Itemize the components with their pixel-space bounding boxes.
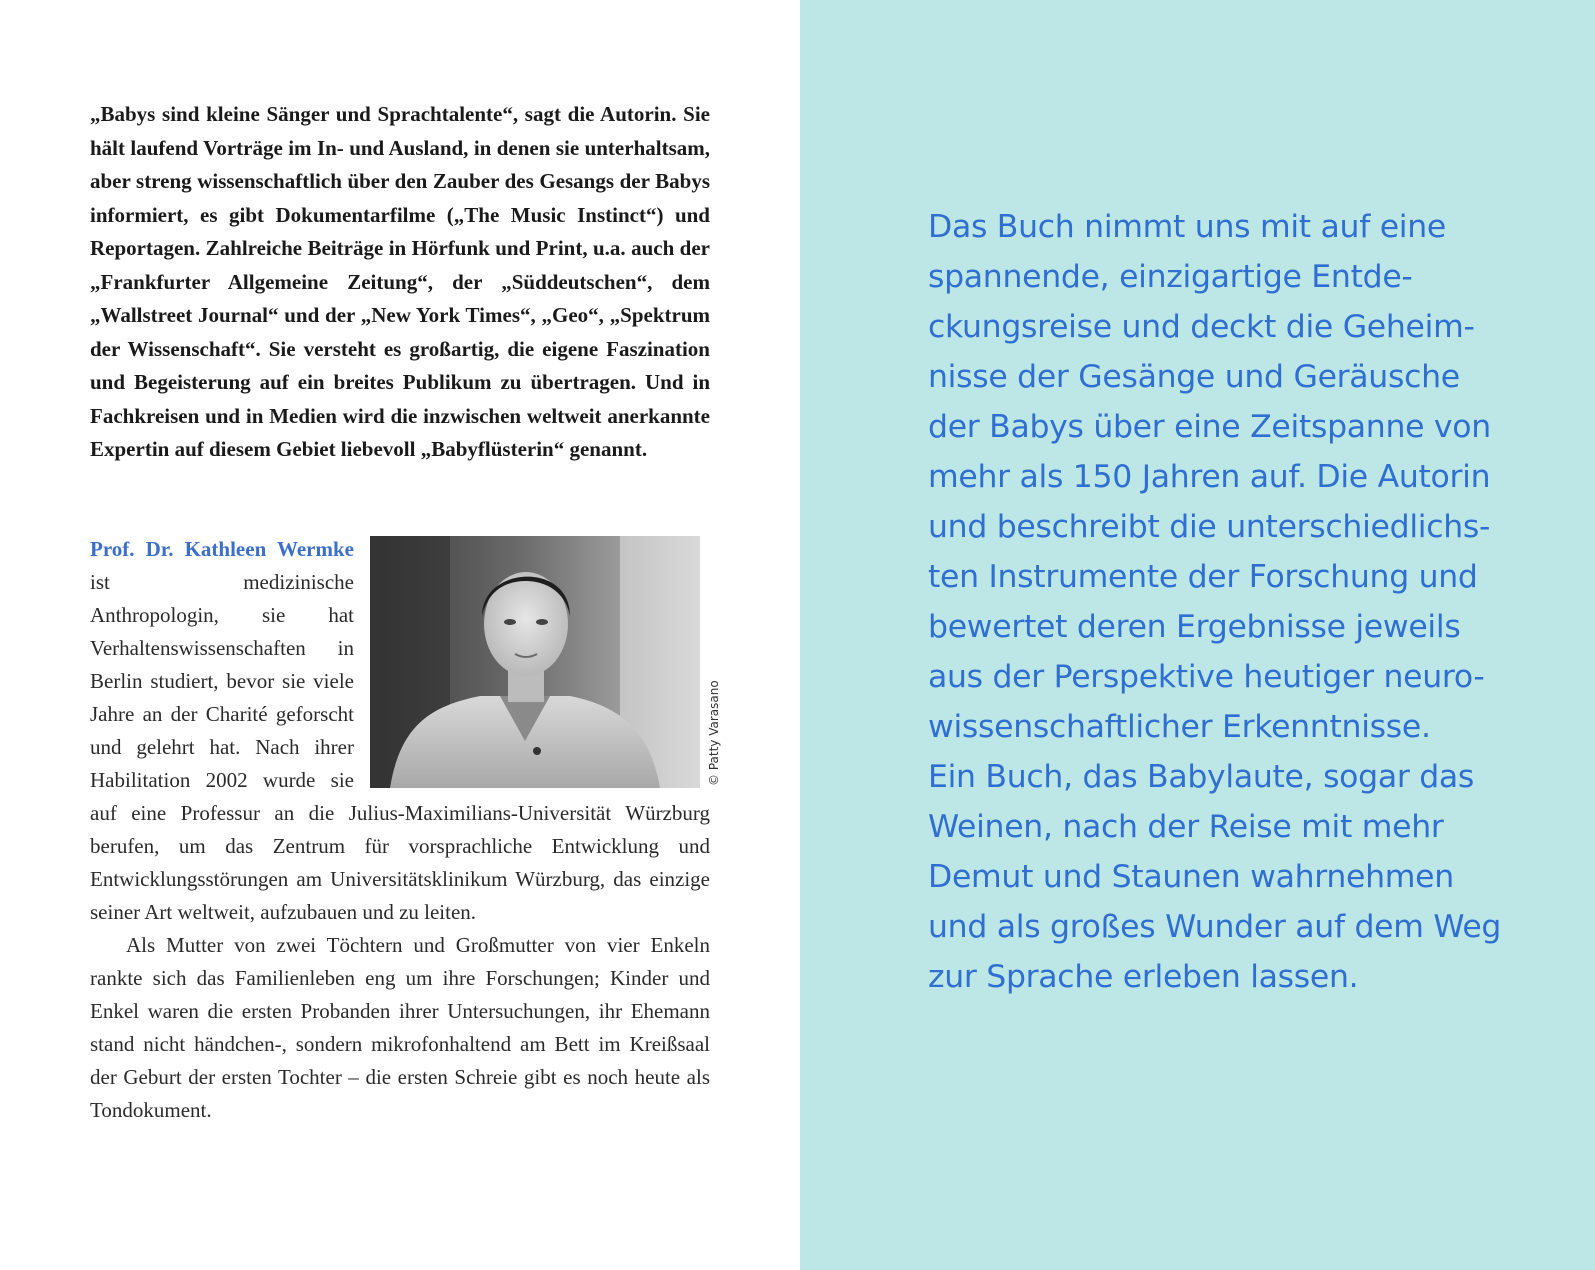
blurb-line: Weinen, nach der Reise mit mehr [928, 809, 1444, 845]
intro-paragraph: „Babys sind kleine Sänger und Sprachtalente“, sagt die Autorin. Sie hält laufend Vorträge im In- und Ausland, in denen sie unterhaltsam, aber streng wissenschaftlich über den Zauber des Gesangs der Babys informiert, es gibt Dokumentarfilme („The Music Instinct“) und Reportagen. Zahlreiche Beiträge in Hörfunk und Print, u.a. auch der „Frankfurter Allgemeine Zeitung“, der „Süddeutschen“, dem „Wallstreet Journal“ und der „New York Times“, „Geo“, „Spektrum der Wissenschaft“. Sie versteht es großartig, die eigene Faszination und Begeisterung auf ein breites Publikum zu übertragen. Und in Fachkreisen und in Medien wird die inzwischen weltweit anerkannte Expertin auf diesem Gebiet liebevoll „Babyflüsterin“ genannt. [90, 102, 710, 461]
blurb-line: Das Buch nimmt uns mit auf eine [928, 209, 1447, 245]
author-photo-block [370, 536, 721, 788]
blurb-line: mehr als 150 Jahren auf. Die Autorin [928, 459, 1491, 495]
blurb-line: nisse der Gesänge und Geräusche [928, 359, 1460, 395]
author-photo [370, 536, 700, 788]
blurb-line: bewertet deren Ergebnisse jeweils [928, 609, 1461, 645]
blurb-line: und als großes Wunder auf dem Weg [928, 909, 1502, 945]
blurb-line: Ein Buch, das Babylaute, sogar das [928, 759, 1475, 795]
blurb-line: der Babys über eine Zeitspanne von [928, 409, 1491, 445]
blurb-line: ckungsreise und deckt die Geheim- [928, 309, 1475, 345]
bio-paragraph-2: Als Mutter von zwei Töchtern und Großmutter von vier Enkeln rankte sich das Familienleben eng um ihre Forschungen; Kinder und Enkel waren die ersten Probanden ihrer Untersuchungen, ihr Ehemann stand nicht händchen-, sondern mikrofonhaltend am Bett im Kreißsaal der Geburt der ersten Tochter – die ersten Schreie gibt es noch heute als Tondokument. [90, 933, 710, 1122]
right-page [800, 0, 1595, 1270]
blurb-line: spannende, einzigartige Entde- [928, 259, 1413, 295]
blurb-line: und beschreibt die unterschiedlichs- [928, 509, 1491, 545]
blurb-line: aus der Perspektive heutiger neuro- [928, 659, 1485, 695]
author-bio [90, 533, 721, 1127]
blurb-line: zur Sprache erleben lassen. [928, 959, 1359, 995]
blurb-line: Demut und Staunen wahrnehmen [928, 859, 1454, 895]
author-name: Prof. Dr. Kathleen Wermke [90, 537, 354, 561]
blurb-line: wissenschaftlicher Erkenntnisse. [928, 709, 1431, 745]
blurb-line: ten Instrumente der Forschung und [928, 559, 1478, 595]
book-blurb [928, 202, 1508, 1002]
bio-paragraph-1: ist medizinische Anthropologin, sie hat Verhaltenswissenschaften in Berlin studiert, bevor sie viele Jahre an der Charité geforscht und gelehrt hat. Nach ihrer Habilitation 2002 wurde sie auf eine Professur an die Julius-Maximilians-Universität Würzburg berufen, um das Zentrum für vorsprachliche Entwicklung und Entwicklungsstörungen am Universitätsklinikum Würzburg, das einzige seiner Art weltweit, aufzubauen und zu leiten. [90, 570, 710, 924]
photo-credit: © Patty Varasano [707, 680, 721, 786]
